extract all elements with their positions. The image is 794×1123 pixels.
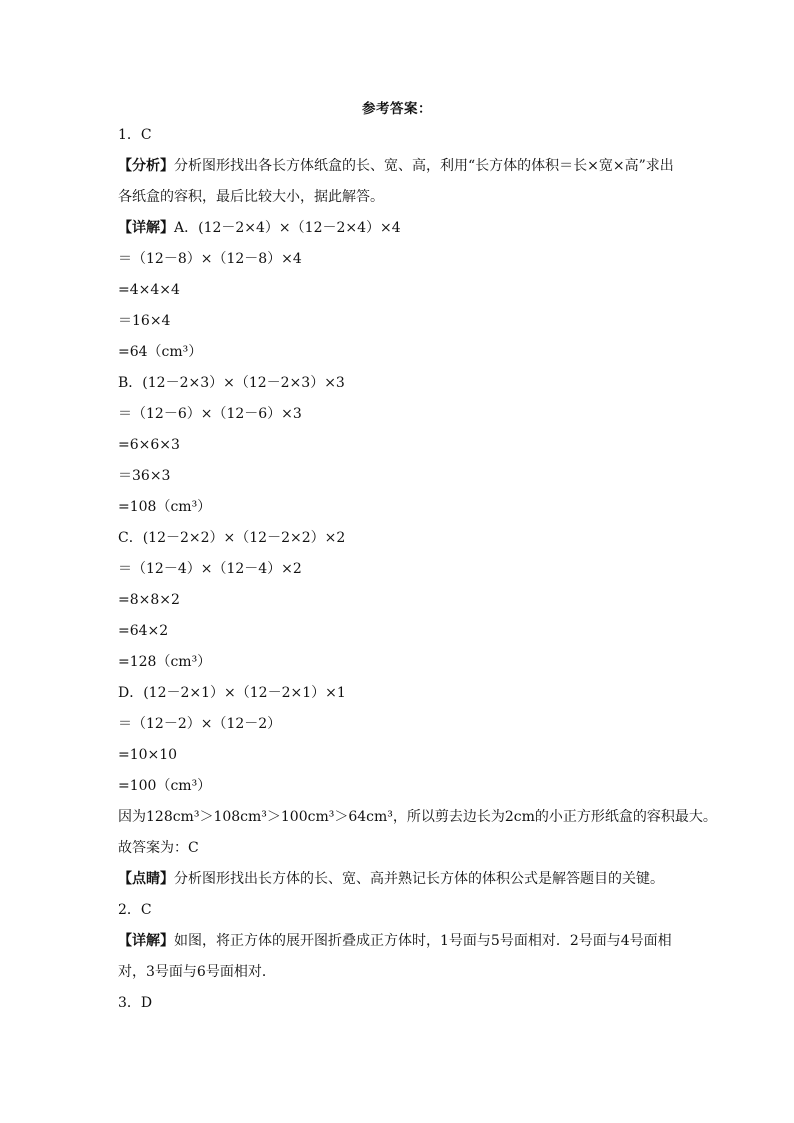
line-tag: 【详解】 bbox=[118, 220, 174, 236]
answer-line bbox=[118, 771, 684, 802]
line-text: =8×8×2 bbox=[118, 592, 180, 608]
line-text: =128（cm³） bbox=[118, 654, 212, 670]
line-text: ＝（12－6）×（12－6）×3 bbox=[118, 406, 302, 422]
line-text: A．(12－2×4）×（12－2×4）×4 bbox=[174, 220, 401, 236]
answer-line bbox=[118, 988, 684, 1019]
line-text: =4×4×4 bbox=[118, 282, 180, 298]
line-text: =108（cm³） bbox=[118, 499, 212, 515]
answer-line bbox=[118, 709, 684, 740]
answer-content bbox=[118, 120, 717, 1019]
answer-line bbox=[118, 585, 684, 616]
answer-line bbox=[118, 554, 684, 585]
answer-line bbox=[118, 151, 684, 213]
line-text: 3．D bbox=[118, 995, 153, 1011]
line-text: 分析图形找出各长方体纸盒的长、宽、高，利用“长方体的体积＝长×宽×高”求出各纸盒的容积，最后比较大小，据此解答。 bbox=[118, 158, 674, 205]
answer-line bbox=[118, 740, 684, 771]
answer-line bbox=[118, 120, 684, 151]
answer-line bbox=[118, 306, 684, 337]
line-tag: 【点睛】 bbox=[118, 871, 174, 887]
line-text: 2．C bbox=[118, 902, 152, 918]
line-text: =6×6×3 bbox=[118, 437, 180, 453]
answer-line bbox=[118, 399, 684, 430]
line-text: ＝（12－2）×（12－2） bbox=[118, 716, 282, 732]
answer-line bbox=[118, 461, 684, 492]
line-text: =10×10 bbox=[118, 747, 178, 763]
answer-line bbox=[118, 275, 684, 306]
line-text: 分析图形找出长方体的长、宽、高并熟记长方体的体积公式是解答题目的关键。 bbox=[174, 871, 664, 887]
answer-line bbox=[118, 337, 684, 368]
line-text: D．(12－2×1）×（12－2×1）×1 bbox=[118, 685, 346, 701]
line-tag: 【分析】 bbox=[118, 158, 174, 174]
line-text: ＝（12－8）×（12－8）×4 bbox=[118, 251, 302, 267]
answer-line bbox=[118, 833, 684, 864]
answer-line bbox=[118, 213, 684, 244]
line-text: =64×2 bbox=[118, 623, 169, 639]
line-text: ＝36×3 bbox=[118, 468, 171, 484]
answer-line bbox=[118, 895, 684, 926]
answer-line bbox=[118, 926, 684, 988]
line-text: ＝16×4 bbox=[118, 313, 171, 329]
answer-line bbox=[118, 647, 684, 678]
line-text: B．(12－2×3）×（12－2×3）×3 bbox=[118, 375, 345, 391]
line-text: 如图，将正方体的展开图折叠成正方体时，1号面与5号面相对．2号面与4号面相对，3号面与6号面相对． bbox=[118, 933, 672, 980]
line-text: 故答案为：C bbox=[118, 840, 199, 856]
line-text: =100（cm³） bbox=[118, 778, 212, 794]
answer-line bbox=[118, 802, 717, 833]
answer-line bbox=[118, 244, 684, 275]
line-text: 因为128cm³＞108cm³＞100cm³＞64cm³，所以剪去边长为2cm的小正方形纸盒的容积最大。 bbox=[118, 809, 717, 825]
line-text: C．(12－2×2）×（12－2×2）×2 bbox=[118, 530, 346, 546]
answer-line bbox=[118, 430, 684, 461]
answer-line bbox=[118, 368, 684, 399]
page-title: 参考答案： bbox=[362, 101, 432, 117]
line-tag: 【详解】 bbox=[118, 933, 174, 949]
line-text: 1．C bbox=[118, 127, 152, 143]
line-text: =64（cm³） bbox=[118, 344, 203, 360]
answer-line bbox=[118, 678, 684, 709]
answer-line bbox=[118, 523, 684, 554]
answer-line bbox=[118, 864, 684, 895]
answer-line bbox=[118, 492, 684, 523]
answer-line bbox=[118, 616, 684, 647]
line-text: ＝（12－4）×（12－4）×2 bbox=[118, 561, 302, 577]
